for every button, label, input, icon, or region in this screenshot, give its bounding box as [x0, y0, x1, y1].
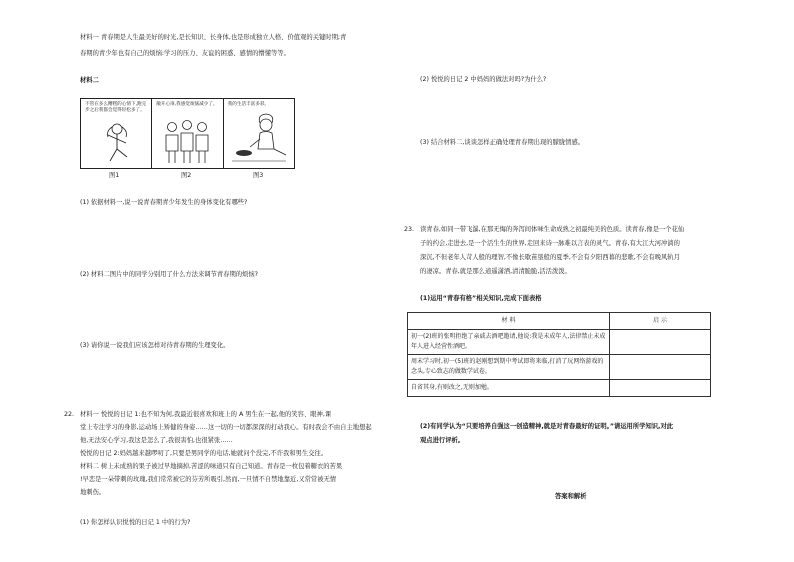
caption-fig3: 图3 [253, 172, 264, 179]
question-22-2: (2) 悦悦的日记 2 中妈妈的做法对吗?为什么? [420, 76, 547, 83]
answer-section-title: 答案和解析 [555, 493, 587, 500]
material1-line1: 材料一 青春期是人生最美好的时光,是长知识、长身体,也是形成独立人格、价值观的关键时期;青 [80, 34, 347, 41]
caption-fig2: 图2 [181, 172, 192, 179]
q23-line4: 的凄凉。青春,就是那么道遥潇洒,清清脆脆,活活泼泼。 [420, 268, 571, 275]
q23-line2: 子的约会,走进去,是一个活生生的世界,走回来诗一脉难以言表的灵气。青春,有大江大河冲淌的 [420, 240, 680, 247]
inspiration-cell[interactable] [610, 330, 711, 355]
inspiration-cell[interactable] [610, 355, 711, 380]
q22-line5: 材料二 树上未成熟的果子被过早地摘掉,苦涩的味道只有自己知道。青春是一枚包着糖衣的苦果 [80, 463, 343, 470]
panel3-bubble-text: 我的生活丰富多彩。 [227, 102, 270, 107]
header-inspiration: 启 示 [610, 313, 711, 330]
material1-line2: 春期的青少年也有自己的烦恼:学习的压力、友谊的困惑、感情的懵懂等等。 [80, 50, 290, 57]
question-23-2-line2: 观点进行评析。 [420, 437, 465, 444]
question-23-1: (1)运用“青春有格”相关知识,完成下面表格 [420, 295, 542, 302]
q22-line1: 材料一 悦悦的日记 1:也不知为何,我最近很喜欢和班上的 A 男生在一起,他的笑容、眼神,课 [80, 411, 332, 418]
q22-line3: 他,无法安心学习,我这是怎么了,我很害怕,也很紧张…… [80, 437, 233, 444]
comic-panel-1 [81, 99, 152, 168]
comic-panel-2 [152, 99, 223, 168]
question-23-2-line1: (2)有同学认为“只要培养自强这一创造精神,就是对青春最好的证明。”请运用所学知识,对此 [420, 423, 674, 430]
header-material: 材 料 [408, 313, 610, 330]
table-header-row [408, 313, 711, 330]
question-22-number: 22. [64, 411, 75, 418]
q22-line7: 地刺伤。 [80, 489, 106, 496]
q22-line6: !早恋是一朵带刺的玫瑰,我们常常被它的芬芳所吸引,然而,一旦情不自禁地靠近,又常常被无情 [80, 476, 337, 483]
q23-line1: 读青春,如同一带飞瀑,在那无悔的奔泻间体味生命成熟之初最纯美的色质。读青春,像是一个花仙 [420, 226, 685, 233]
q22-line2: 堂上专注学习的身影,运动场上矫健的身姿……这一切的一切都深深的打动我心。有时我会不由自主地想起 [80, 424, 372, 431]
material-inspiration-table [407, 312, 711, 397]
comic-panel-3 [224, 99, 294, 168]
q23-line3: 深沉,不但老年人苛人般的理智,不像长歇苗垦般的夏季,不会有夕阳西暮的悲歌,不会有晚风轨月 [420, 254, 680, 261]
question-22-1: (1) 你怎样认识悦悦的日记 1 中的行为? [80, 519, 191, 526]
question-21-1: (1) 依据材料一,说一说青春期青少年发生的身体变化有哪些? [80, 199, 248, 206]
q22-line4: 悦悦的日记 2:妈妈越来越啰叨了,只要是男同学的电话,她就问个没完,不许我和男生交往。 [80, 450, 328, 457]
material-cell: 自省其身,有则改之,无则加勉。 [408, 380, 610, 397]
material-cell: 初一(2)班的张明拒绝了亲戚去酒吧邀请,他说:我是未成年人,法律禁止未成年人进入经营性酒吧。 [408, 330, 610, 355]
running-girl-illustration [81, 99, 152, 168]
question-21-3: (3) 请你说一说我们应该怎样对待青春期的生理变化。 [80, 342, 230, 349]
drawing-girl-illustration [224, 99, 295, 168]
panel2-bubble-text: 敞开心扉,我感觉烦恼减少了。 [156, 102, 218, 107]
question-23-number: 23. [404, 226, 415, 233]
material2-title: 材料二 [80, 77, 99, 84]
question-22-3: (3) 结合材料二,谈谈怎样正确处理青春期出现的朦胧情感。 [420, 139, 585, 146]
table-row [408, 380, 711, 397]
caption-fig1: 图1 [109, 172, 120, 179]
material-cell: 周末学习时,初一(5)班的赵刚想到期中考试即将来临,打消了玩网络游戏的念头,专心致志的做数学试卷。 [408, 355, 610, 380]
talking-friends-illustration [152, 99, 223, 168]
comic-strip [80, 98, 295, 169]
table-row [408, 330, 711, 355]
panel1-bubble-text: 不管在多么糟糕的心情下,跑完步之后我都会觉得轻松多了。 [85, 102, 147, 113]
question-21-2: (2) 材料二图片中的同学分别用了什么方法来调节青春期的烦恼? [80, 271, 258, 278]
inspiration-cell[interactable] [610, 380, 711, 397]
table-row [408, 355, 711, 380]
